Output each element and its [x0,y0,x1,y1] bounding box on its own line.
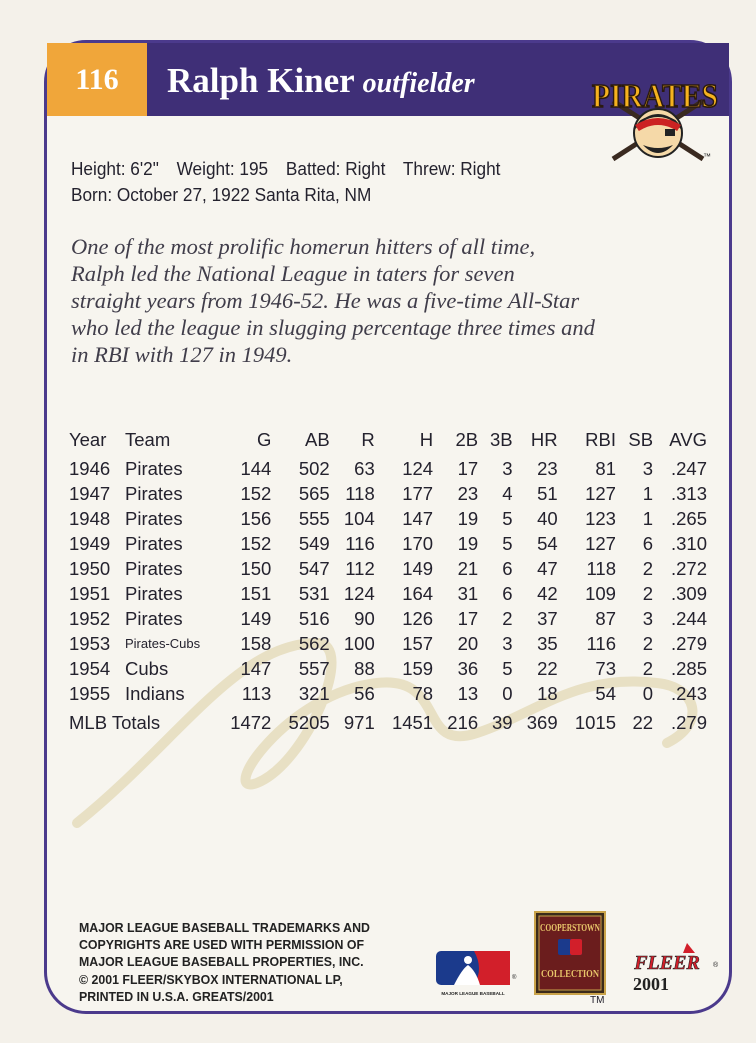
totals-cell: .279 [670,712,707,733]
stat-cell: 23 [457,482,479,504]
stat-cell: 177 [402,482,434,504]
legal-line: MAJOR LEAGUE BASEBALL TRADEMARKS AND [79,920,370,935]
stat-cell: 1955 [69,682,111,704]
col-header: 2B [455,428,479,450]
stat-cell: .265 [670,507,707,529]
col-header: Year [69,428,107,450]
stat-cell: 113 [241,682,272,704]
col-header: R [361,428,375,450]
col-header: 3B [489,428,513,450]
stat-cell: 42 [537,582,558,604]
bio-line: in RBI with 127 in 1949. [71,342,293,367]
stat-cell: 147 [402,507,434,529]
stat-cell: 150 [240,557,272,579]
stat-cell: 565 [298,482,330,504]
stat-cell: 73 [595,657,616,679]
col-header: AB [305,428,330,450]
stat-cell: 118 [345,482,375,504]
stat-cell: 149 [240,607,272,629]
stat-cell: 63 [354,457,375,479]
bio-line: One of the most prolific homerun hitters of all time, [71,234,536,259]
stat-cell: 3 [642,607,654,629]
stat-cell: .285 [670,657,707,679]
stat-cell: 1953 [69,632,111,654]
stat-cell: 0 [502,682,513,704]
col-header: G [256,428,272,450]
stat-cell: .244 [670,607,707,629]
stats-row [67,481,709,506]
stat-cell: 13 [457,682,479,704]
stat-cell: 152 [240,482,272,504]
stat-cell: 1950 [69,557,111,579]
legal-text [79,919,370,1005]
height: Height: 6'2" [71,158,159,179]
stat-cell: 1949 [69,532,111,554]
stat-cell: 321 [298,682,330,704]
stat-cell: 549 [298,532,330,554]
stat-cell: 156 [240,507,272,529]
stat-cell: .272 [670,557,707,579]
stat-cell: Pirates [125,507,183,529]
batted: Batted: Right [285,158,386,179]
col-header: RBI [585,428,616,450]
stat-cell: 56 [354,682,375,704]
stat-cell: 6 [642,532,654,554]
stat-cell: 562 [298,632,330,654]
stat-cell: 152 [240,532,272,554]
stat-cell: 112 [345,557,375,579]
bio-line: straight years from 1946-52. He was a five-time All-Star [71,288,580,313]
totals-cell: 1472 [230,712,272,733]
stat-cell: 3 [502,632,513,654]
bio-line: who led the league in slugging percentage three times and [71,315,595,340]
mlb-logo [434,949,520,999]
stat-cell: 37 [537,607,558,629]
totals-cell: 1451 [391,712,434,733]
stat-cell: 127 [585,532,616,554]
tm-mark: TM [590,995,605,1006]
stat-cell: Pirates [125,532,183,554]
col-header: Team [125,428,171,450]
stat-cell: 5 [502,532,513,554]
stat-cell: Pirates [125,557,183,579]
stat-cell: 17 [457,607,479,629]
stat-cell: 1 [642,482,654,504]
stat-cell: 2 [642,582,654,604]
stat-cell: 118 [586,557,616,579]
player-position: outfielder [362,68,475,99]
stat-cell: 123 [585,507,616,529]
stat-cell: 5 [502,657,513,679]
col-header: H [419,428,434,450]
fleer-logo [617,943,721,973]
stat-cell: 87 [595,607,616,629]
totals-cell: 5205 [288,712,330,733]
bio-text [71,233,711,368]
bio-line: Ralph led the National League in taters for seven [71,261,515,286]
stat-cell: 1946 [69,457,111,479]
stat-cell: 35 [537,632,558,654]
pirates-wordmark: PIRATES [592,78,718,115]
stats-row [67,506,709,531]
card-number: 116 [47,43,147,116]
mlb-caption: MAJOR LEAGUE BASEBALL [441,991,505,996]
card-year: 2001 [633,974,669,994]
stat-cell: 54 [537,532,558,554]
stat-cell: 100 [343,632,375,654]
stat-cell: 6 [502,557,513,579]
stat-cell: 54 [595,682,616,704]
stat-cell: 158 [240,632,272,654]
col-header: AVG [669,428,707,450]
pirates-logo [585,71,725,171]
col-header: HR [530,428,558,450]
stat-cell: .310 [670,532,707,554]
stat-cell: 531 [298,582,330,604]
stat-cell: 19 [457,532,479,554]
stat-cell: .309 [670,582,707,604]
svg-text:™: ™ [703,152,711,161]
stats-row [67,681,709,706]
totals-cell: 1015 [574,712,616,733]
stat-cell: 116 [345,532,375,554]
stat-cell: 3 [502,457,513,479]
totals-label: MLB Totals [69,712,161,733]
stat-cell: 124 [402,457,434,479]
stat-cell: 124 [343,582,375,604]
stats-table [67,423,709,740]
stat-cell: Cubs [125,657,169,679]
cooperstown-logo [534,911,606,995]
player-name: Ralph Kiner [167,61,355,100]
totals-cell: 971 [343,712,375,733]
totals-cell: 39 [492,712,513,733]
stat-cell: Pirates [125,482,183,504]
stat-cell: 40 [537,507,558,529]
stat-cell: Pirates [125,457,183,479]
stat-cell: 2 [642,632,654,654]
stat-cell: 1948 [69,507,111,529]
stat-cell: 109 [585,582,616,604]
stat-cell: 147 [240,657,272,679]
vitals [71,156,513,208]
stat-cell: 17 [457,457,479,479]
stat-cell: 555 [298,507,330,529]
stat-cell: 20 [457,632,479,654]
legal-line: © 2001 FLEER/SKYBOX INTERNATIONAL LP, [79,971,343,987]
stats-row [67,606,709,631]
stat-cell: 127 [585,482,616,504]
stat-cell: 104 [343,507,375,529]
stat-cell: .279 [670,632,707,654]
stat-cell: 170 [402,532,434,554]
stat-cell: 31 [457,582,479,604]
stats-row [67,656,709,681]
stat-cell: 0 [642,682,654,704]
stat-cell: Indians [125,682,185,704]
fleer-wordmark: FLEER [634,952,700,974]
stat-cell: 516 [298,607,330,629]
stats-row [67,531,709,556]
stat-cell: 5 [502,507,513,529]
stat-cell: 88 [354,657,375,679]
legal-line: MAJOR LEAGUE BASEBALL PROPERTIES, INC. [79,954,364,970]
stat-cell: Pirates-Cubs [125,636,201,651]
stat-cell: 47 [537,557,558,579]
stat-cell: 19 [457,507,479,529]
stat-cell: 1947 [69,482,111,504]
stat-cell: Pirates [125,607,183,629]
stat-cell: 144 [240,457,272,479]
stat-cell: Pirates [125,582,183,604]
totals-cell: 22 [632,712,654,733]
stat-cell: 36 [457,657,479,679]
col-header: SB [628,428,654,450]
legal-line: COPYRIGHTS ARE USED WITH PERMISSION OF [79,937,364,953]
stat-cell: 116 [586,632,616,654]
stat-cell: 2 [642,657,654,679]
totals-cell: 216 [447,712,479,733]
stat-cell: 18 [537,682,558,704]
stats-header-row [67,423,709,456]
collection-text: COLLECTION [541,969,600,980]
stat-cell: 1952 [69,607,111,629]
stat-cell: 157 [402,632,434,654]
stat-cell: 1951 [69,582,111,604]
stat-cell: .247 [670,457,707,479]
svg-text:®: ® [512,975,517,981]
cooperstown-text: COOPERSTOWN [540,923,601,934]
stat-cell: 126 [402,607,434,629]
stat-cell: .313 [670,482,707,504]
stat-cell: 2 [502,607,513,629]
stats-row [67,456,709,481]
stat-cell: 4 [502,482,513,504]
threw: Threw: Right [402,158,501,179]
stat-cell: 502 [298,457,330,479]
stat-cell: 547 [298,557,330,579]
stat-cell: 23 [537,457,558,479]
stat-cell: 22 [537,657,558,679]
stats-row [67,581,709,606]
stat-cell: 557 [298,657,330,679]
player-name-line [167,61,475,101]
stat-cell: 1954 [69,657,111,679]
stat-cell: 2 [642,557,654,579]
totals-cell: 369 [526,712,558,733]
stat-cell: 51 [537,482,558,504]
stat-cell: 78 [412,682,434,704]
stat-cell: 90 [354,607,375,629]
stat-cell: 149 [402,557,434,579]
stat-cell: 21 [457,557,479,579]
stat-cell: 81 [595,457,616,479]
legal-line: PRINTED IN U.S.A. GREATS/2001 [79,988,274,1004]
stat-cell: 164 [402,582,434,604]
stat-cell: 1 [642,507,654,529]
stat-cell: 159 [402,657,434,679]
totals-row [67,706,709,740]
stat-cell: .243 [670,682,707,704]
stats-row [67,556,709,581]
svg-text:®: ® [713,962,719,969]
stats-row [67,631,709,656]
stat-cell: 6 [502,582,513,604]
stat-cell: 151 [240,582,272,604]
weight: Weight: 195 [176,158,269,179]
stat-cell: 3 [642,457,654,479]
card-back [44,40,732,1014]
born: Born: October 27, 1922 Santa Rita, NM [71,184,372,205]
